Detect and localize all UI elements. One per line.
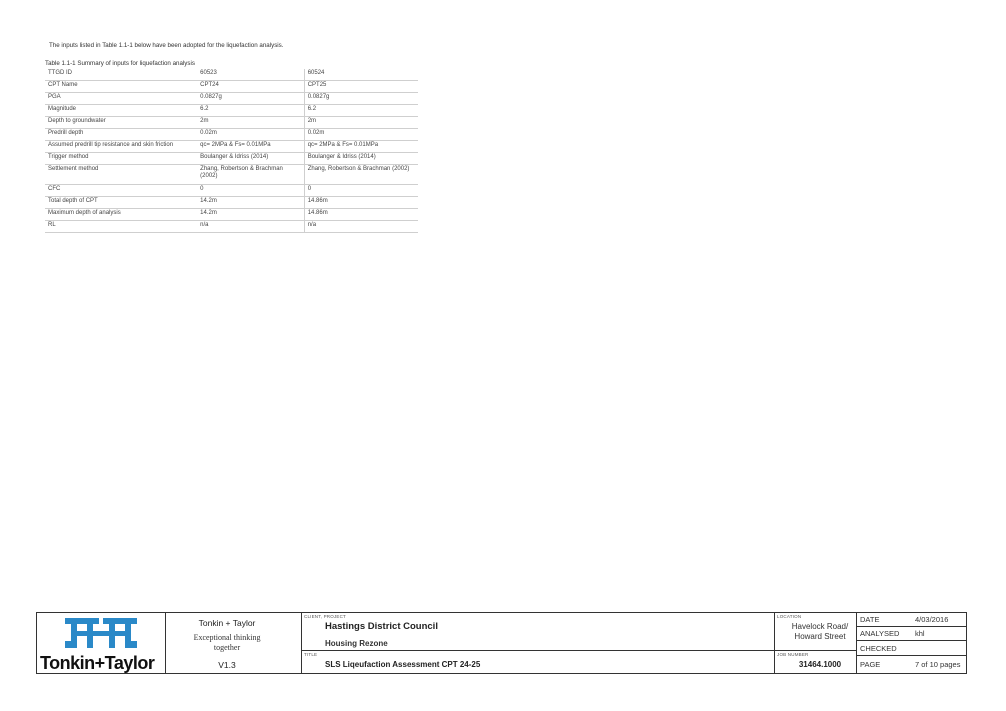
client-project-label: CLIENT, PROJECT xyxy=(304,614,347,619)
row-label-cell: CFC xyxy=(45,185,197,197)
row-value-cell: 6.2 xyxy=(304,105,418,117)
row-value-cell: 14.86m xyxy=(304,209,418,221)
row-label-cell: Settlement method xyxy=(45,165,197,185)
table-row xyxy=(45,165,418,185)
row-value-cell: 2m xyxy=(304,117,418,129)
location-label: LOCATION xyxy=(777,614,802,619)
project-name: Housing Rezone xyxy=(325,639,388,648)
row-value-cell: 14.2m xyxy=(197,209,304,221)
row-label-cell: Trigger method xyxy=(45,153,197,165)
page-label: PAGE xyxy=(860,660,881,669)
table-row xyxy=(45,117,418,129)
row-value-cell: CPT24 xyxy=(197,81,304,93)
row-label-cell: Total depth of CPT xyxy=(45,197,197,209)
row-value-cell: 14.2m xyxy=(197,197,304,209)
company-tagline: Exceptional thinking together xyxy=(193,633,261,652)
row-value-cell: 0.0827g xyxy=(304,93,418,105)
row-label-cell: Maximum depth of analysis xyxy=(45,209,197,221)
logo-wordmark: Tonkin+Taylor xyxy=(40,653,155,673)
table-row xyxy=(45,81,418,93)
row-value-cell: Boulanger & Idriss (2014) xyxy=(304,153,418,165)
date-value: 4/03/2016 xyxy=(915,615,949,624)
row-label-cell: Assumed predrill tip resistance and skin friction xyxy=(45,141,197,153)
row-label-cell: Magnitude xyxy=(45,105,197,117)
company-logo xyxy=(39,615,164,673)
row-value-cell: 0.0827g xyxy=(197,93,304,105)
table-row xyxy=(45,69,418,81)
row-value-cell: 2m xyxy=(197,117,304,129)
page-value: 7 of 10 pages xyxy=(915,660,961,669)
analysed-label: ANALYSED xyxy=(860,629,900,638)
table-row xyxy=(45,185,418,197)
row-label-cell: Depth to groundwater xyxy=(45,117,197,129)
row-value-cell: Zhang, Robertson & Brachman (2002) xyxy=(197,165,304,185)
table-row xyxy=(45,197,418,209)
liquefaction-inputs-table xyxy=(45,69,418,233)
table-row xyxy=(45,141,418,153)
row-label-cell: RL xyxy=(45,221,197,233)
table-row xyxy=(45,105,418,117)
row-label-cell: TTGD ID xyxy=(45,69,197,81)
row-value-cell: 14.86m xyxy=(304,197,418,209)
row-label-cell: CPT Name xyxy=(45,81,197,93)
job-number: 31464.1000 xyxy=(798,660,842,669)
title-label: TITLE xyxy=(304,652,318,657)
title-block xyxy=(36,612,967,674)
row-value-cell: 60523 xyxy=(197,69,304,81)
row-value-cell: Zhang, Robertson & Brachman (2002) xyxy=(304,165,418,185)
company-name: Tonkin + Taylor xyxy=(198,618,256,628)
table-row xyxy=(45,209,418,221)
row-label-cell: Predrill depth xyxy=(45,129,197,141)
table-row xyxy=(45,129,418,141)
drawing-title: SLS Liqeufaction Assessment CPT 24-25 xyxy=(325,660,481,669)
table-row xyxy=(45,153,418,165)
row-value-cell: qc= 2MPa & Fs= 0.01MPa xyxy=(304,141,418,153)
client-name: Hastings District Council xyxy=(325,621,438,632)
table-row xyxy=(45,221,418,233)
row-value-cell: n/a xyxy=(197,221,304,233)
row-value-cell: qc= 2MPa & Fs= 0.01MPa xyxy=(197,141,304,153)
row-value-cell: 0 xyxy=(304,185,418,197)
date-label: DATE xyxy=(860,615,880,624)
location: Havelock Road/ Howard Street xyxy=(791,622,849,641)
analysed-value: khl xyxy=(915,629,925,638)
table-caption: Table 1.1-1 Summary of inputs for liquefaction analysis xyxy=(45,60,195,67)
row-value-cell: 0 xyxy=(197,185,304,197)
tt-logo-icon xyxy=(39,615,164,655)
intro-text: The inputs listed in Table 1.1-1 below have been adopted for the liquefaction analysis. xyxy=(49,42,284,49)
row-value-cell: Boulanger & Idriss (2014) xyxy=(197,153,304,165)
table-row xyxy=(45,93,418,105)
row-label-cell: PGA xyxy=(45,93,197,105)
row-value-cell: 0.02m xyxy=(197,129,304,141)
row-value-cell: CPT25 xyxy=(304,81,418,93)
row-value-cell: 0.02m xyxy=(304,129,418,141)
row-value-cell: 60524 xyxy=(304,69,418,81)
row-value-cell: n/a xyxy=(304,221,418,233)
checked-label: CHECKED xyxy=(860,644,897,653)
job-number-label: JOB NUMBER xyxy=(777,652,809,657)
version: V1.3 xyxy=(218,660,236,670)
row-value-cell: 6.2 xyxy=(197,105,304,117)
